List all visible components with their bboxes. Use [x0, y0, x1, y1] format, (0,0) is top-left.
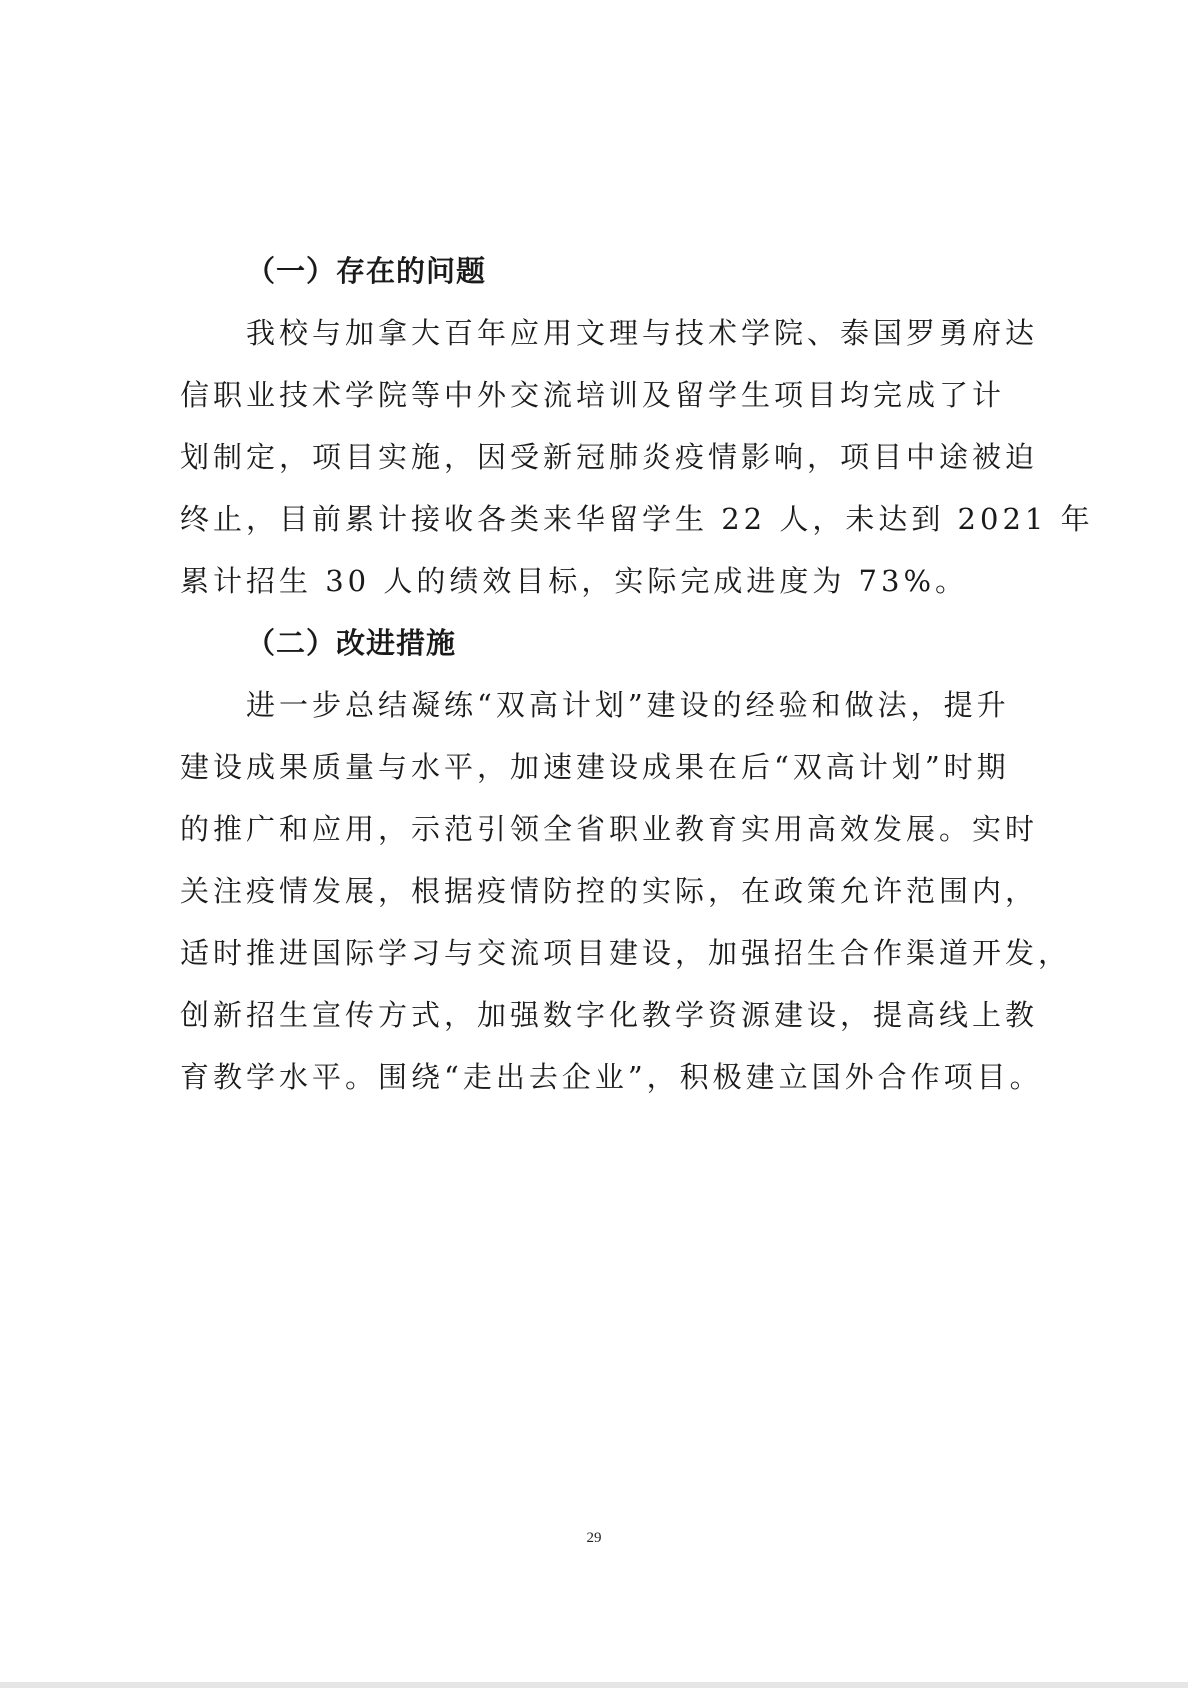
paragraph-problems: [180, 302, 1094, 612]
paragraph-improvements: [180, 674, 1072, 1108]
paragraph-line: 的推广和应用，示范引领全省职业教育实用高效发展。实时: [180, 812, 1039, 846]
page-content: [180, 240, 1094, 1108]
paragraph-line: 关注疫情发展，根据疫情防控的实际，在政策允许范围内，: [180, 874, 1039, 908]
paragraph-line: 终止，目前累计接收各类来华留学生 22 人，未达到 2021 年: [180, 502, 1094, 536]
page-bottom-edge: [0, 1682, 1188, 1688]
section-heading-improvements: （二）改进措施: [246, 626, 457, 660]
paragraph-line: 建设成果质量与水平，加速建设成果在后“双高计划”时期: [180, 750, 1010, 784]
paragraph-line: 创新招生宣传方式，加强数字化教学资源建设，提高线上教: [180, 998, 1039, 1032]
paragraph-line: 适时推进国际学习与交流项目建设，加强招生合作渠道开发，: [180, 936, 1072, 970]
paragraph-line: 我校与加拿大百年应用文理与技术学院、泰国罗勇府达: [246, 316, 1039, 350]
paragraph-line: 信职业技术学院等中外交流培训及留学生项目均完成了计: [180, 378, 1006, 412]
section-heading-problems: （一）存在的问题: [246, 254, 487, 288]
paragraph-line: 划制定，项目实施，因受新冠肺炎疫情影响，项目中途被迫: [180, 440, 1039, 474]
page-number: 29: [586, 1530, 602, 1546]
paragraph-line: 进一步总结凝练“双高计划”建设的经验和做法，提升: [246, 688, 1010, 722]
paragraph-line: 育教学水平。围绕“走出去企业”，积极建立国外合作项目。: [180, 1060, 1043, 1094]
paragraph-line: 累计招生 30 人的绩效目标，实际完成进度为 73%。: [180, 564, 969, 598]
